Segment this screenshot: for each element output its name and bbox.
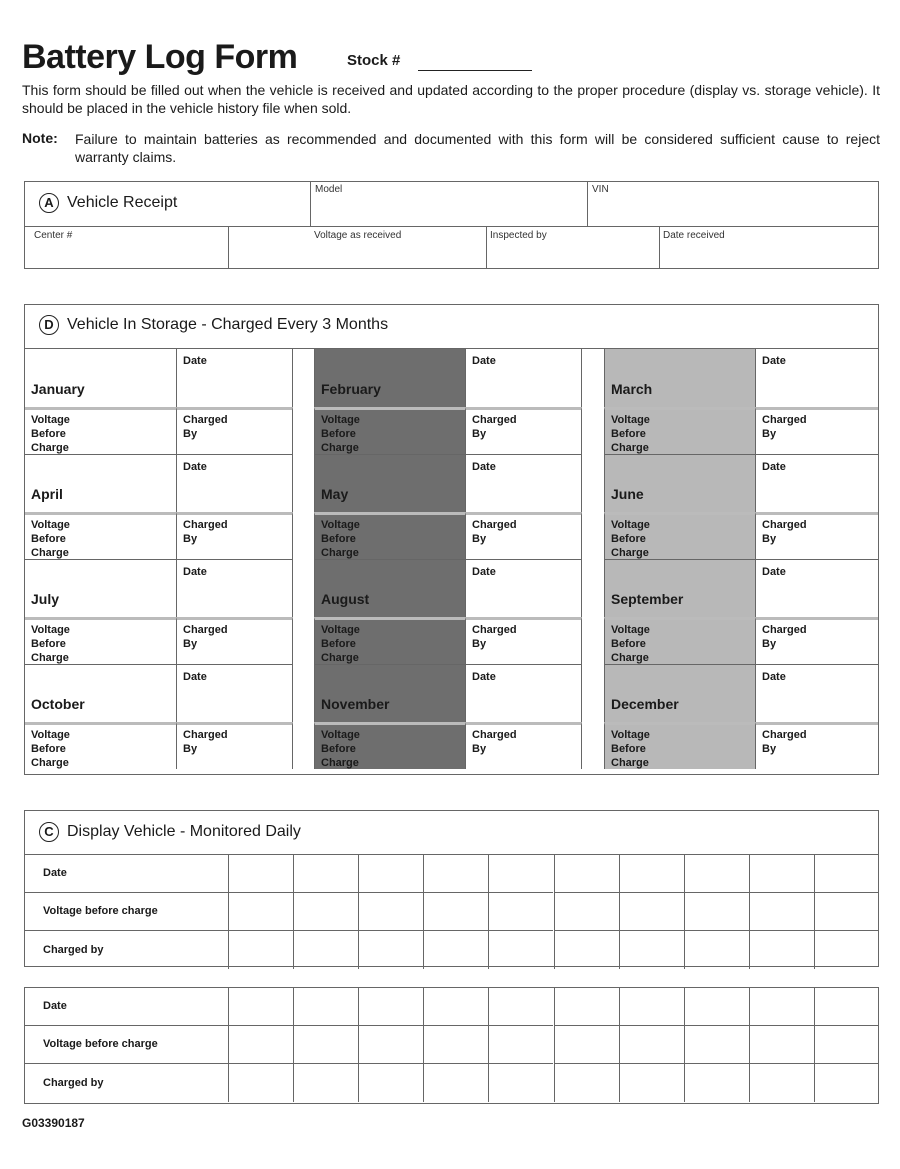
date-field[interactable] <box>177 664 293 722</box>
voltage-label: Voltage Before Charge <box>31 729 70 769</box>
date-received-field[interactable] <box>659 226 878 268</box>
note-text: Failure to maintain batteries as recommended and documented with this form will be considered sufficient cause to reject warranty claims. <box>75 131 880 165</box>
date-label: Date <box>472 461 496 473</box>
storage-grid <box>25 348 878 774</box>
section-d-icon: D <box>39 315 59 335</box>
charged-by-field[interactable] <box>177 722 293 769</box>
date-field[interactable] <box>756 559 878 617</box>
daily-row-label: Voltage before charge <box>43 1038 158 1050</box>
voltage-label: Voltage Before Charge <box>611 729 650 769</box>
daily-entry-cell[interactable] <box>228 930 293 969</box>
voltage-received-field[interactable] <box>228 226 486 268</box>
voltage-before-charge-field[interactable] <box>604 617 756 664</box>
daily-entry-cell[interactable] <box>423 1025 488 1063</box>
voltage-before-charge-field[interactable] <box>25 407 177 454</box>
month-name: December <box>611 696 679 712</box>
daily-entry-cell[interactable] <box>488 1025 553 1063</box>
voltage-before-charge-field[interactable] <box>314 722 466 769</box>
daily-entry-cell[interactable] <box>554 892 619 930</box>
date-field[interactable] <box>177 559 293 617</box>
inspected-by-label: Inspected by <box>490 230 547 241</box>
charged-by-field[interactable] <box>756 407 878 454</box>
vehicle-storage-section <box>24 304 879 775</box>
daily-entry-cell[interactable] <box>619 892 684 930</box>
daily-entry-cell[interactable] <box>423 988 488 1025</box>
month-name: August <box>321 591 370 607</box>
model-label: Model <box>315 184 343 195</box>
daily-grid-2 <box>25 988 878 1103</box>
charged-label: Charged By <box>762 414 807 440</box>
month-cell <box>25 454 177 512</box>
daily-entry-cell[interactable] <box>684 988 749 1025</box>
daily-entry-cell[interactable] <box>619 855 684 892</box>
stock-label: Stock # <box>347 52 401 69</box>
daily-entry-cell[interactable] <box>554 1063 619 1102</box>
charged-label: Charged By <box>762 729 807 755</box>
month-cell <box>604 559 756 617</box>
daily-row-label-cell <box>25 1063 228 1102</box>
month-name: February <box>321 381 381 397</box>
date-label: Date <box>472 355 496 367</box>
form-header <box>22 38 882 78</box>
display-title <box>39 822 301 842</box>
voltage-label: Voltage Before Charge <box>31 414 70 454</box>
date-field[interactable] <box>466 349 582 407</box>
date-field[interactable] <box>756 349 878 407</box>
daily-entry-cell[interactable] <box>488 930 553 969</box>
charged-by-field[interactable] <box>177 617 293 664</box>
intro-text: This form should be filled out when the vehicle is received and updated according to the proper procedure (display vs. storage vehicle). It should be placed in the vehicle history file when sold. <box>22 82 880 116</box>
month-name: June <box>611 486 644 502</box>
voltage-before-charge-field[interactable] <box>314 617 466 664</box>
charged-label: Charged By <box>183 414 228 440</box>
daily-entry-cell[interactable] <box>293 1025 358 1063</box>
daily-entry-cell[interactable] <box>228 855 293 892</box>
charged-label: Charged By <box>472 519 517 545</box>
daily-entry-cell[interactable] <box>358 988 423 1025</box>
section-c-icon: C <box>39 822 59 842</box>
daily-entry-cell[interactable] <box>488 988 553 1025</box>
month-cell <box>314 454 466 512</box>
daily-entry-cell[interactable] <box>293 855 358 892</box>
daily-entry-cell[interactable] <box>749 1025 814 1063</box>
daily-entry-cell[interactable] <box>814 892 879 930</box>
daily-entry-cell[interactable] <box>749 855 814 892</box>
daily-entry-cell[interactable] <box>358 855 423 892</box>
voltage-before-charge-field[interactable] <box>25 617 177 664</box>
month-name: October <box>31 696 85 712</box>
daily-entry-cell[interactable] <box>554 988 619 1025</box>
charged-by-field[interactable] <box>177 407 293 454</box>
voltage-received-label: Voltage as received <box>314 230 402 241</box>
date-label: Date <box>472 671 496 683</box>
voltage-before-charge-field[interactable] <box>314 512 466 559</box>
daily-entry-cell[interactable] <box>293 988 358 1025</box>
daily-entry-cell[interactable] <box>358 1063 423 1102</box>
vin-label: VIN <box>592 184 609 195</box>
voltage-before-charge-field[interactable] <box>314 407 466 454</box>
date-label: Date <box>762 355 786 367</box>
daily-row-label-cell <box>25 1025 228 1063</box>
month-cell <box>604 349 756 407</box>
month-name: May <box>321 486 349 502</box>
month-name: April <box>31 486 63 502</box>
daily-entry-cell[interactable] <box>228 988 293 1025</box>
daily-row-label: Date <box>43 999 67 1012</box>
daily-entry-cell[interactable] <box>358 930 423 969</box>
date-label: Date <box>183 461 207 473</box>
section-a-icon: A <box>39 193 59 213</box>
charged-label: Charged By <box>183 624 228 650</box>
daily-row-label-cell <box>25 892 228 930</box>
charged-by-field[interactable] <box>466 617 582 664</box>
voltage-label: Voltage Before Charge <box>321 729 360 769</box>
daily-entry-cell[interactable] <box>228 892 293 930</box>
date-field[interactable] <box>177 454 293 512</box>
month-cell <box>25 664 177 722</box>
month-cell <box>25 349 177 407</box>
daily-entry-cell[interactable] <box>619 1025 684 1063</box>
date-field[interactable] <box>177 349 293 407</box>
vehicle-receipt-label: Vehicle Receipt <box>67 194 178 212</box>
inspected-by-field[interactable] <box>486 226 659 268</box>
date-field[interactable] <box>466 454 582 512</box>
daily-grid-1 <box>25 854 878 966</box>
month-name: July <box>31 591 60 607</box>
month-cell <box>314 664 466 722</box>
date-field[interactable] <box>466 559 582 617</box>
vehicle-receipt-section <box>24 181 879 269</box>
storage-title <box>39 315 388 335</box>
daily-row-label: Charged by <box>43 1076 104 1089</box>
charged-label: Charged By <box>472 414 517 440</box>
daily-entry-cell[interactable] <box>684 855 749 892</box>
voltage-before-charge-field[interactable] <box>604 407 756 454</box>
daily-entry-cell[interactable] <box>619 988 684 1025</box>
date-label: Date <box>762 566 786 578</box>
date-label: Date <box>472 566 496 578</box>
daily-entry-cell[interactable] <box>814 930 879 969</box>
daily-entry-cell[interactable] <box>358 892 423 930</box>
daily-entry-cell[interactable] <box>423 855 488 892</box>
date-label: Date <box>183 355 207 367</box>
daily-row-label-cell <box>25 988 228 1025</box>
daily-entry-cell[interactable] <box>488 855 553 892</box>
note-label: Note: <box>22 130 58 146</box>
daily-entry-cell[interactable] <box>554 855 619 892</box>
date-label: Date <box>762 461 786 473</box>
charged-by-field[interactable] <box>466 722 582 769</box>
date-field[interactable] <box>756 664 878 722</box>
stock-number-line[interactable] <box>418 70 532 71</box>
display-vehicle-section <box>24 810 879 967</box>
month-name: November <box>321 696 390 712</box>
date-received-label: Date received <box>663 230 725 241</box>
daily-entry-cell[interactable] <box>684 892 749 930</box>
daily-entry-cell[interactable] <box>423 1063 488 1102</box>
charged-label: Charged By <box>183 519 228 545</box>
date-label: Date <box>183 671 207 683</box>
charged-by-field[interactable] <box>756 722 878 769</box>
display-label: Display Vehicle - Monitored Daily <box>67 823 301 841</box>
daily-entry-cell[interactable] <box>749 988 814 1025</box>
daily-entry-cell[interactable] <box>619 930 684 969</box>
month-name: March <box>611 381 653 397</box>
charged-by-field[interactable] <box>466 407 582 454</box>
daily-entry-cell[interactable] <box>814 1063 879 1102</box>
month-name: September <box>611 591 684 607</box>
daily-entry-cell[interactable] <box>423 892 488 930</box>
charged-label: Charged By <box>183 729 228 755</box>
daily-row-label: Voltage before charge <box>43 905 158 917</box>
voltage-before-charge-field[interactable] <box>25 512 177 559</box>
daily-entry-cell[interactable] <box>749 930 814 969</box>
charged-label: Charged By <box>472 624 517 650</box>
charged-label: Charged By <box>472 729 517 755</box>
daily-row-label: Charged by <box>43 943 104 956</box>
charged-by-field[interactable] <box>756 512 878 559</box>
charged-by-field[interactable] <box>466 512 582 559</box>
voltage-before-charge-field[interactable] <box>25 722 177 769</box>
daily-entry-cell[interactable] <box>358 1025 423 1063</box>
voltage-label: Voltage Before Charge <box>321 519 360 559</box>
charged-by-field[interactable] <box>756 617 878 664</box>
daily-entry-cell[interactable] <box>684 930 749 969</box>
month-cell <box>314 349 466 407</box>
daily-entry-cell[interactable] <box>488 1063 553 1102</box>
center-label: Center # <box>34 230 73 241</box>
daily-entry-cell[interactable] <box>228 1025 293 1063</box>
daily-entry-cell[interactable] <box>488 892 553 930</box>
date-label: Date <box>183 566 207 578</box>
month-cell <box>314 559 466 617</box>
daily-entry-cell[interactable] <box>554 1025 619 1063</box>
daily-entry-cell[interactable] <box>684 1063 749 1102</box>
month-cell <box>604 454 756 512</box>
daily-entry-cell[interactable] <box>749 892 814 930</box>
daily-entry-cell[interactable] <box>749 1063 814 1102</box>
daily-entry-cell[interactable] <box>554 930 619 969</box>
date-field[interactable] <box>466 664 582 722</box>
daily-row-label-cell <box>25 855 228 892</box>
display-vehicle-continued <box>24 987 879 1104</box>
daily-row-label-cell <box>25 930 228 969</box>
daily-entry-cell[interactable] <box>814 855 879 892</box>
vin-field[interactable] <box>587 182 878 226</box>
daily-entry-cell[interactable] <box>293 930 358 969</box>
voltage-label: Voltage Before Charge <box>611 519 650 559</box>
date-field[interactable] <box>756 454 878 512</box>
daily-entry-cell[interactable] <box>814 988 879 1025</box>
daily-row-label: Date <box>43 866 67 879</box>
storage-label: Vehicle In Storage - Charged Every 3 Months <box>67 316 389 334</box>
voltage-label: Voltage Before Charge <box>611 414 650 454</box>
voltage-label: Voltage Before Charge <box>31 624 70 664</box>
model-field[interactable] <box>310 182 587 226</box>
daily-entry-cell[interactable] <box>423 930 488 969</box>
date-label: Date <box>762 671 786 683</box>
charged-by-field[interactable] <box>177 512 293 559</box>
center-field[interactable] <box>25 226 228 268</box>
daily-entry-cell[interactable] <box>293 1063 358 1102</box>
daily-entry-cell[interactable] <box>228 1063 293 1102</box>
voltage-label: Voltage Before Charge <box>31 519 70 559</box>
daily-entry-cell[interactable] <box>814 1025 879 1063</box>
daily-entry-cell[interactable] <box>293 892 358 930</box>
figure-id: G03390187 <box>22 1116 85 1130</box>
voltage-before-charge-field[interactable] <box>604 722 756 769</box>
voltage-before-charge-field[interactable] <box>604 512 756 559</box>
daily-entry-cell[interactable] <box>684 1025 749 1063</box>
daily-entry-cell[interactable] <box>619 1063 684 1102</box>
month-cell <box>25 559 177 617</box>
voltage-label: Voltage Before Charge <box>611 624 650 664</box>
voltage-label: Voltage Before Charge <box>321 414 360 454</box>
month-name: January <box>31 381 85 397</box>
charged-label: Charged By <box>762 624 807 650</box>
form-title: Battery Log Form <box>22 38 298 76</box>
month-cell <box>604 664 756 722</box>
voltage-label: Voltage Before Charge <box>321 624 360 664</box>
vehicle-receipt-title <box>39 193 177 213</box>
charged-label: Charged By <box>762 519 807 545</box>
